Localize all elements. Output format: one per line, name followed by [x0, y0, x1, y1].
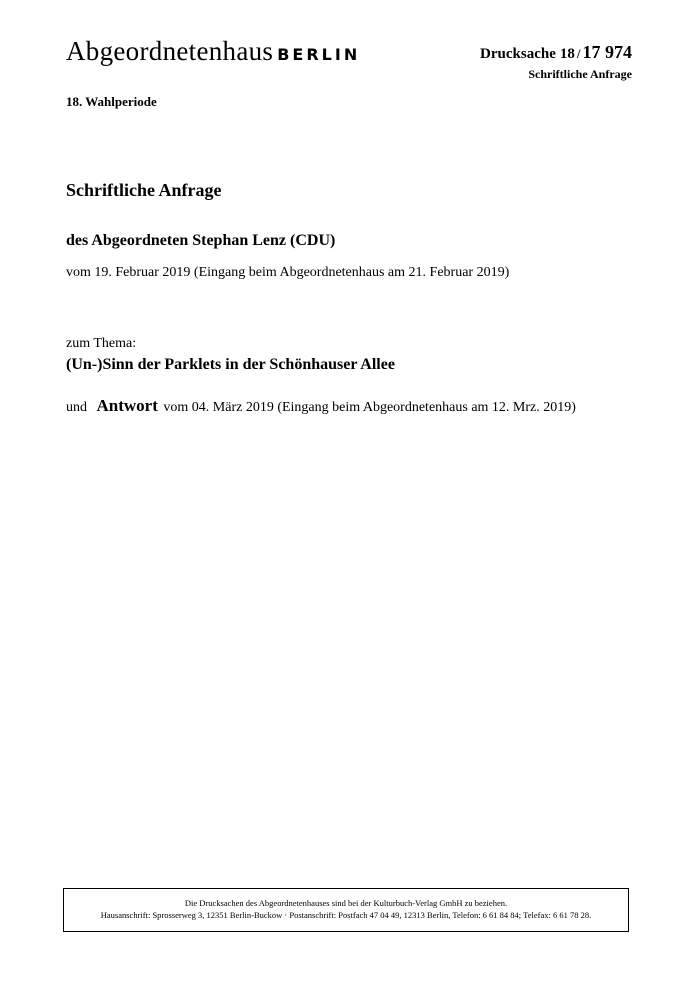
- topic-title: (Un-)Sinn der Parklets in der Schönhauser Allee: [66, 356, 395, 373]
- footer-box: [63, 888, 629, 932]
- answer-label: Antwort: [96, 396, 158, 415]
- topic-label: zum Thema:: [66, 336, 137, 351]
- document-number-period: 18: [559, 46, 575, 62]
- parliament-logo: [66, 36, 360, 67]
- document-type: Schriftliche Anfrage: [528, 67, 632, 81]
- logo-city: BERLIN: [277, 45, 361, 64]
- footer-line-1: Die Drucksachen des Abgeordnetenhauses sind bei der Kulturbuch-Verlag GmbH zu beziehen.: [184, 898, 508, 908]
- date-line: vom 19. Februar 2019 (Eingang beim Abgeordnetenhaus am 21. Februar 2019): [66, 265, 510, 280]
- document-number-label: Drucksache: [480, 46, 556, 62]
- document-number-value: 17 974: [582, 42, 632, 62]
- answer-date: vom 04. März 2019 (Eingang beim Abgeordnetenhaus am 12. Mrz. 2019): [163, 400, 576, 415]
- document-number-slash: /: [576, 46, 581, 61]
- footer-line-2: Hausanschrift: Sprosserweg 3, 12351 Berlin-Buckow · Postanschrift: Postfach 47 04 49, 12313 Berlin, Telefon: 6 61 84 84; Telefax: 6 61 78 28.: [100, 910, 592, 920]
- author-line: des Abgeordneten Stephan Lenz (CDU): [66, 232, 336, 249]
- answer-line: [66, 396, 576, 416]
- answer-prefix: und: [66, 400, 87, 415]
- page-title: Schriftliche Anfrage: [66, 180, 222, 200]
- logo-wordmark: Abgeordnetenhaus: [66, 36, 274, 66]
- document-number: [480, 42, 632, 63]
- election-period: 18. Wahlperiode: [66, 94, 157, 109]
